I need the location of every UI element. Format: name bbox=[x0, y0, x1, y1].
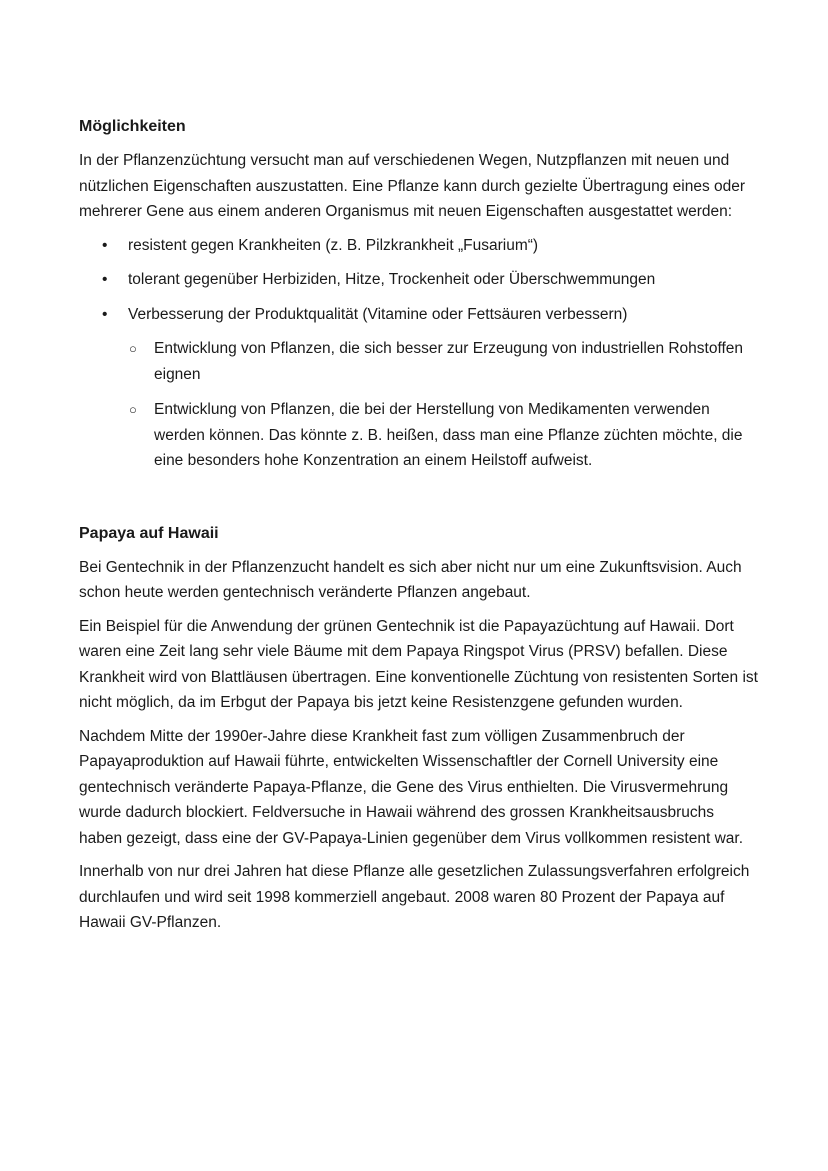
sub-list-item-text: Entwicklung von Pflanzen, die sich besser zur Erzeugung von industriellen Rohstoffen eignen bbox=[154, 340, 744, 383]
bullet-icon: • bbox=[102, 305, 108, 323]
intro-paragraph: In der Pflanzenzüchtung versucht man auf verschiedenen Wegen, Nutzpflanzen mit neuen und nützlichen Eigenschaften auszustatten. Eine Pflanze kann durch gezielte Übertragung eines oder mehrerer Gene aus einem anderen Organismus mit neuen Eigenschaften ausgestattet werden: bbox=[79, 152, 746, 220]
document-page bbox=[79, 114, 759, 936]
sub-list-item-text: Entwicklung von Pflanzen, die bei der Herstellung von Medikamenten verwenden werden können. Das könnte z. B. heißen, dass man eine Pflanze züchten möchte, die eine besonders hohe Konzentration an einem Heilstoff aufweist. bbox=[154, 401, 743, 469]
sub-bullet-list bbox=[128, 336, 759, 474]
circle-bullet-icon: ○ bbox=[129, 341, 137, 356]
list-item bbox=[102, 233, 759, 259]
paragraph: Nachdem Mitte der 1990er-Jahre diese Krankheit fast zum völligen Zusammenbruch der Papayaproduktion auf Hawaii führte, entwickelten Wissenschaftler der Cornell University eine gentechnisch veränderte Papaya-Pflanze, die Gene des Virus enthielten. Die Virusvermehrung wurde dadurch blockiert. Feldversuche in Hawaii während des grossen Krankheitsausbruchs haben gezeigt, dass eine der GV-Papaya-Linien gegenüber dem Virus vollkommen resistent war. bbox=[79, 727, 744, 847]
paragraph: Bei Gentechnik in der Pflanzenzucht handelt es sich aber nicht nur um eine Zukunftsvision. Auch schon heute werden gentechnisch veränderte Pflanzen angebaut. bbox=[79, 558, 742, 601]
list-item bbox=[102, 302, 759, 474]
bullet-list bbox=[79, 233, 759, 474]
paragraph: Ein Beispiel für die Anwendung der grünen Gentechnik ist die Papayazüchtung auf Hawaii. Dort waren eine Zeit lang sehr viele Bäume mit dem Papaya Ringspot Virus (PRSV) befallen. Diese Krankheit wird von Blattläusen übertragen. Eine konventionelle Züchtung von resistenten Sorten ist nicht möglich, da im Erbgut der Papaya bis jetzt keine Resistenzgene gefunden wurden. bbox=[79, 617, 758, 711]
bullet-icon: • bbox=[102, 271, 108, 288]
sub-list-item bbox=[129, 397, 759, 474]
bullet-icon: • bbox=[102, 236, 108, 254]
sub-list-item bbox=[129, 336, 759, 387]
list-item-text: Verbesserung der Produktqualität (Vitamine oder Fettsäuren verbessern) bbox=[128, 305, 628, 323]
circle-bullet-icon: ○ bbox=[129, 402, 137, 417]
section-heading: Papaya auf Hawaii bbox=[79, 524, 219, 542]
list-item bbox=[102, 267, 759, 293]
paragraph: Innerhalb von nur drei Jahren hat diese Pflanze alle gesetzlichen Zulassungsverfahren erfolgreich durchlaufen und wird seit 1998 kommerziell angebaut. 2008 waren 80 Prozent der Papaya auf Hawaii GV-Pflanzen. bbox=[79, 863, 750, 931]
section-moeglichkeiten bbox=[79, 114, 759, 474]
list-item-text: resistent gegen Krankheiten (z. B. Pilzkrankheit „Fusarium“) bbox=[128, 236, 539, 254]
section-papaya bbox=[79, 521, 759, 936]
section-heading: Möglichkeiten bbox=[79, 118, 186, 135]
list-item-text: tolerant gegenüber Herbiziden, Hitze, Trockenheit oder Überschwemmungen bbox=[128, 271, 656, 288]
